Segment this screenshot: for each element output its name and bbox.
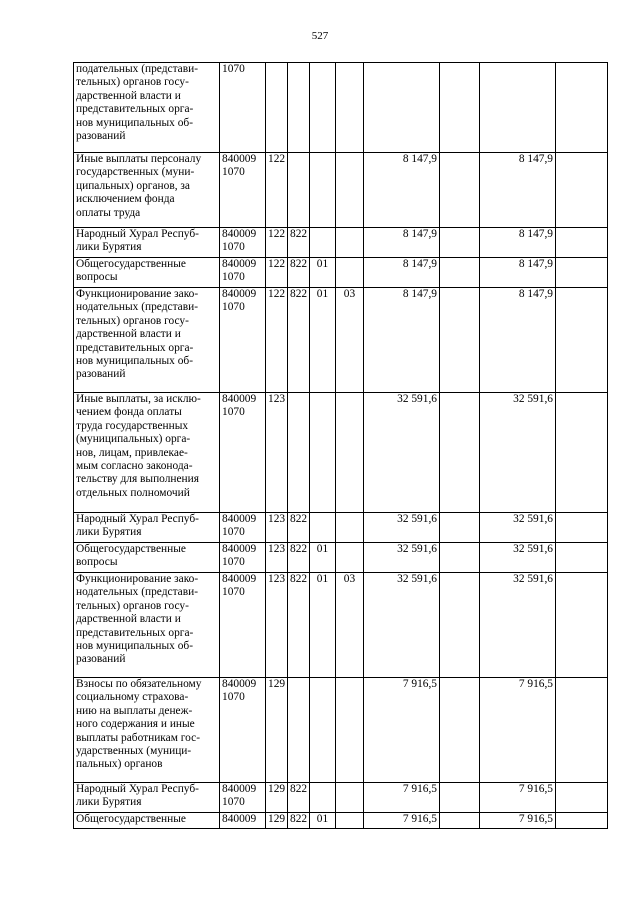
cell-section: [310, 153, 336, 228]
cell-name: [74, 543, 220, 573]
cell-expense-type: 123: [266, 573, 288, 678]
cell-name: [74, 153, 220, 228]
cell-amount: 32 591,6: [364, 513, 440, 543]
cell-empty: [440, 228, 480, 258]
cell-target-code: [220, 153, 266, 228]
cell-name-line: тельных) органов госу-: [76, 599, 189, 612]
cell-name-line: дарственной власти и: [76, 89, 181, 102]
cell-department: 822: [288, 783, 310, 813]
cell-subsection: [336, 228, 364, 258]
cell-amount-total: 32 591,6: [480, 573, 556, 678]
cell-empty: [440, 153, 480, 228]
cell-name-line: лики Бурятия: [76, 241, 142, 254]
cell-target-code: [220, 543, 266, 573]
cell-name-line: Иные выплаты персоналу: [76, 153, 202, 165]
cell-expense-type: 129: [266, 813, 288, 829]
cell-amount: 8 147,9: [364, 228, 440, 258]
cell-target-code: [220, 573, 266, 678]
table-body: [74, 63, 608, 829]
cell-expense-type: 129: [266, 678, 288, 783]
cell-subsection: [336, 393, 364, 513]
table-row: [74, 288, 608, 393]
cell-amount: 32 591,6: [364, 573, 440, 678]
cell-name-line: ударственных (муници-: [76, 745, 192, 758]
cell-name-line: представительных орга-: [76, 103, 194, 116]
cell-target-code-line: 1070: [222, 241, 245, 254]
cell-empty: [440, 288, 480, 393]
cell-amount: 8 147,9: [364, 258, 440, 288]
cell-name-line: подательных (представи-: [76, 63, 199, 75]
cell-name-line: Общегосударственные: [76, 258, 186, 270]
cell-empty: [556, 573, 608, 678]
cell-amount: 32 591,6: [364, 543, 440, 573]
cell-empty: [440, 258, 480, 288]
cell-name-line: разований: [76, 368, 126, 381]
cell-target-code-line: 840009: [222, 813, 257, 825]
cell-empty: [440, 543, 480, 573]
cell-empty: [556, 63, 608, 153]
cell-name-line: Общегосударственные: [76, 813, 186, 825]
cell-name-line: труда государственных: [76, 419, 189, 432]
cell-amount-total: [480, 63, 556, 153]
cell-name-line: Функционирование зако-: [76, 573, 199, 585]
cell-target-code: [220, 783, 266, 813]
table-row: [74, 573, 608, 678]
cell-expense-type: 122: [266, 288, 288, 393]
table-row: [74, 228, 608, 258]
cell-section: 01: [310, 288, 336, 393]
cell-name-line: ного содержания и иные: [76, 718, 195, 731]
cell-subsection: [336, 543, 364, 573]
cell-name-line: ципальных) органов, за: [76, 179, 190, 192]
cell-target-code-line: 840009: [222, 393, 257, 405]
cell-section: [310, 513, 336, 543]
cell-name-line: Функционирование зако-: [76, 288, 199, 300]
cell-name-line: оплаты труда: [76, 206, 141, 219]
cell-name-line: пальных) органов: [76, 758, 163, 771]
cell-name-line: представительных орга-: [76, 626, 194, 639]
cell-department: 822: [288, 228, 310, 258]
cell-department: 822: [288, 288, 310, 393]
table-row: [74, 153, 608, 228]
cell-name-line: нов, лицам, привлекае-: [76, 446, 188, 459]
cell-department: 822: [288, 258, 310, 288]
cell-empty: [556, 678, 608, 783]
cell-name: [74, 783, 220, 813]
cell-empty: [440, 63, 480, 153]
cell-target-code-line: 840009: [222, 288, 257, 300]
cell-target-code-line: 840009: [222, 678, 257, 690]
cell-name-line: тельных) органов госу-: [76, 76, 189, 89]
cell-target-code: [220, 678, 266, 783]
cell-expense-type: 129: [266, 783, 288, 813]
cell-target-code: [220, 63, 266, 153]
cell-amount-total: 8 147,9: [480, 153, 556, 228]
cell-name-line: Народный Хурал Респуб-: [76, 228, 199, 240]
cell-empty: [556, 813, 608, 829]
cell-amount-total: 8 147,9: [480, 258, 556, 288]
cell-section: [310, 393, 336, 513]
cell-amount: [364, 63, 440, 153]
cell-name: [74, 678, 220, 783]
cell-target-code: [220, 288, 266, 393]
cell-empty: [440, 783, 480, 813]
cell-section: [310, 63, 336, 153]
table-row: [74, 258, 608, 288]
cell-target-code-line: 840009: [222, 513, 257, 525]
cell-target-code: [220, 813, 266, 829]
cell-name-line: исключением фонда: [76, 193, 175, 206]
cell-amount-total: 8 147,9: [480, 228, 556, 258]
cell-name-line: государственных (муни-: [76, 166, 195, 179]
cell-section: [310, 228, 336, 258]
cell-target-code: [220, 258, 266, 288]
cell-name-line: Народный Хурал Респуб-: [76, 513, 199, 525]
cell-name-line: Общегосударственные: [76, 543, 186, 555]
cell-department: 822: [288, 543, 310, 573]
cell-department: 822: [288, 813, 310, 829]
cell-name-line: лики Бурятия: [76, 796, 142, 809]
cell-name-line: Народный Хурал Респуб-: [76, 783, 199, 795]
cell-target-code-line: 1070: [222, 406, 245, 419]
cell-name-line: (муниципальных) орга-: [76, 433, 191, 446]
budget-table: [73, 62, 608, 829]
cell-amount-total: 7 916,5: [480, 783, 556, 813]
cell-name-line: представительных орга-: [76, 341, 194, 354]
cell-empty: [556, 258, 608, 288]
cell-name-line: тельству для выполнения: [76, 473, 199, 486]
table-row: [74, 63, 608, 153]
cell-department: [288, 63, 310, 153]
cell-amount: 32 591,6: [364, 393, 440, 513]
cell-name-line: нов муниципальных об-: [76, 640, 194, 653]
cell-name-line: чением фонда оплаты: [76, 406, 182, 419]
cell-target-code-line: 1070: [222, 796, 245, 809]
cell-name: [74, 288, 220, 393]
cell-name-line: нию на выплаты денеж-: [76, 704, 193, 717]
cell-target-code-line: 840009: [222, 258, 257, 270]
cell-amount: 7 916,5: [364, 813, 440, 829]
cell-target-code: [220, 393, 266, 513]
cell-name-line: разований: [76, 130, 126, 143]
cell-subsection: [336, 513, 364, 543]
cell-expense-type: 122: [266, 228, 288, 258]
table-row: [74, 393, 608, 513]
cell-name-line: лики Бурятия: [76, 526, 142, 539]
cell-name-line: нодательных (представи-: [76, 586, 199, 599]
cell-target-code: [220, 513, 266, 543]
cell-target-code-line: 1070: [222, 526, 245, 539]
cell-target-code-line: 1070: [222, 271, 245, 284]
cell-empty: [440, 513, 480, 543]
cell-name-line: социальному страхова-: [76, 691, 189, 704]
cell-department: [288, 393, 310, 513]
cell-target-code-line: 1070: [222, 556, 245, 569]
cell-name-line: нодательных (представи-: [76, 301, 199, 314]
cell-amount-total: 8 147,9: [480, 288, 556, 393]
table-row: [74, 543, 608, 573]
cell-section: 01: [310, 543, 336, 573]
table-row: [74, 813, 608, 829]
cell-name-line: выплаты работникам гос-: [76, 731, 201, 744]
cell-section: 01: [310, 258, 336, 288]
cell-empty: [440, 573, 480, 678]
cell-expense-type: [266, 63, 288, 153]
cell-subsection: 03: [336, 573, 364, 678]
cell-empty: [440, 678, 480, 783]
cell-name-line: Иные выплаты, за исклю-: [76, 393, 201, 405]
cell-name-line: нов муниципальных об-: [76, 355, 194, 368]
cell-name-line: мым согласно законода-: [76, 460, 193, 473]
cell-name: [74, 258, 220, 288]
cell-target-code-line: 840009: [222, 783, 257, 795]
cell-expense-type: 123: [266, 513, 288, 543]
cell-amount-total: 7 916,5: [480, 813, 556, 829]
cell-department: [288, 678, 310, 783]
cell-department: 822: [288, 573, 310, 678]
cell-amount-total: 32 591,6: [480, 393, 556, 513]
cell-amount: 8 147,9: [364, 153, 440, 228]
cell-expense-type: 122: [266, 258, 288, 288]
cell-target-code: [220, 228, 266, 258]
cell-amount: 7 916,5: [364, 783, 440, 813]
cell-empty: [556, 783, 608, 813]
cell-amount: 7 916,5: [364, 678, 440, 783]
cell-name: [74, 228, 220, 258]
cell-name-line: разований: [76, 653, 126, 666]
cell-subsection: [336, 813, 364, 829]
cell-target-code-line: 840009: [222, 153, 257, 165]
page-number: 527: [311, 30, 329, 42]
cell-name: [74, 393, 220, 513]
table-row: [74, 783, 608, 813]
cell-target-code-line: 1070: [222, 63, 245, 75]
cell-name-line: вопросы: [76, 271, 118, 284]
cell-name-line: нов муниципальных об-: [76, 116, 194, 129]
cell-amount-total: 32 591,6: [480, 513, 556, 543]
cell-subsection: [336, 258, 364, 288]
cell-empty: [556, 288, 608, 393]
cell-name: [74, 63, 220, 153]
cell-amount-total: 32 591,6: [480, 543, 556, 573]
table-row: [74, 513, 608, 543]
cell-subsection: [336, 783, 364, 813]
cell-name: [74, 513, 220, 543]
cell-name-line: дарственной власти и: [76, 613, 181, 626]
cell-target-code-line: 840009: [222, 543, 257, 555]
cell-target-code-line: 1070: [222, 691, 245, 704]
cell-empty: [556, 153, 608, 228]
cell-section: [310, 678, 336, 783]
cell-empty: [556, 393, 608, 513]
cell-empty: [440, 813, 480, 829]
cell-subsection: [336, 678, 364, 783]
table-row: [74, 678, 608, 783]
cell-name-line: дарственной власти и: [76, 328, 181, 341]
cell-empty: [556, 513, 608, 543]
cell-subsection: [336, 63, 364, 153]
cell-section: [310, 783, 336, 813]
cell-target-code-line: 1070: [222, 301, 245, 314]
cell-subsection: 03: [336, 288, 364, 393]
cell-amount: 8 147,9: [364, 288, 440, 393]
cell-target-code-line: 840009: [222, 228, 257, 240]
cell-name-line: Взносы по обязательному: [76, 678, 202, 690]
cell-section: 01: [310, 813, 336, 829]
cell-empty: [556, 228, 608, 258]
cell-expense-type: 123: [266, 393, 288, 513]
cell-target-code-line: 840009: [222, 573, 257, 585]
cell-name-line: вопросы: [76, 556, 118, 569]
cell-name-line: отдельных полномочий: [76, 486, 190, 499]
cell-amount-total: 7 916,5: [480, 678, 556, 783]
cell-name-line: тельных) органов госу-: [76, 314, 189, 327]
cell-name: [74, 813, 220, 829]
cell-section: 01: [310, 573, 336, 678]
cell-department: [288, 153, 310, 228]
cell-subsection: [336, 153, 364, 228]
cell-empty: [556, 543, 608, 573]
cell-department: 822: [288, 513, 310, 543]
cell-target-code-line: 1070: [222, 166, 245, 179]
cell-expense-type: 122: [266, 153, 288, 228]
cell-target-code-line: 1070: [222, 586, 245, 599]
cell-empty: [440, 393, 480, 513]
cell-expense-type: 123: [266, 543, 288, 573]
cell-name: [74, 573, 220, 678]
